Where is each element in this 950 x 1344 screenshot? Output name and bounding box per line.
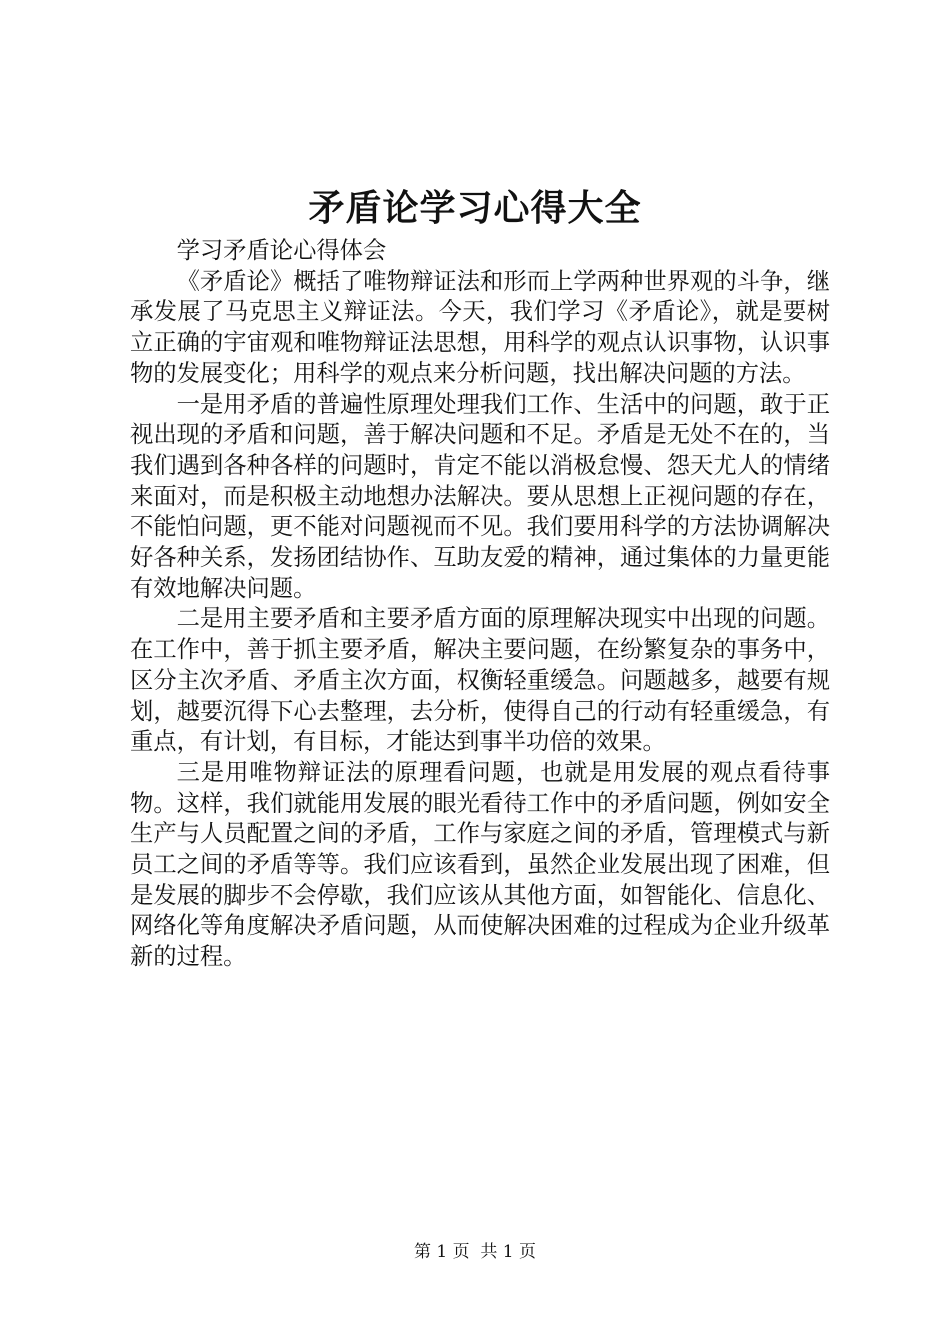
page-number: 第 1 页 xyxy=(413,1242,470,1262)
paragraph-point-one: 一是用矛盾的普遍性原理处理我们工作、生活中的问题，敢于正视出现的矛盾和问题，善于解决问题和不足。矛盾是无处不在的，当我们遇到各种各样的问题时，肯定不能以消极怠慢、怨天尤人的情绪来面对，而是积极主动地想办法解决。要从思想上正视问题的存在，不能怕问题，更不能对问题视而不见。我们要用科学的方法协调解决好各种关系，发扬团结协作、互助友爱的精神，通过集体的力量更能有效地解决问题。 xyxy=(130,390,830,602)
page-footer xyxy=(0,1240,950,1264)
paragraph-point-three: 三是用唯物辩证法的原理看问题，也就是用发展的观点看待事物。这样，我们就能用发展的眼光看待工作中的矛盾问题，例如安全生产与人员配置之间的矛盾，工作与家庭之间的矛盾，管理模式与新员工之间的矛盾等等。我们应该看到，虽然企业发展出现了困难，但是发展的脚步不会停歇，我们应该从其他方面，如智能化、信息化、网络化等角度解决矛盾问题，从而使解决困难的过程成为企业升级革新的过程。 xyxy=(130,758,830,971)
document-title: 矛盾论学习心得大全 xyxy=(308,187,642,229)
document-body xyxy=(130,236,830,973)
paragraph-point-two: 二是用主要矛盾和主要矛盾方面的原理解决现实中出现的问题。在工作中，善于抓主要矛盾，解决主要问题，在纷繁复杂的事务中，区分主次矛盾、矛盾主次方面，权衡轻重缓急。问题越多，越要有规划，越要沉得下心去整理，去分析，使得自己的行动有轻重缓急，有重点，有计划，有目标，才能达到事半功倍的效果。 xyxy=(130,605,830,756)
paragraph-intro: 《矛盾论》概括了唯物辩证法和形而上学两种世界观的斗争，继承发展了马克思主义辩证法。今天，我们学习《矛盾论》，就是要树立正确的宇宙观和唯物辩证法思想，用科学的观点认识事物，认识事物的发展变化；用科学的观点来分析问题，找出解决问题的方法。 xyxy=(130,267,830,387)
paragraph-subtitle: 学习矛盾论心得体会 xyxy=(176,237,387,264)
page-total: 共 1 页 xyxy=(480,1242,537,1262)
